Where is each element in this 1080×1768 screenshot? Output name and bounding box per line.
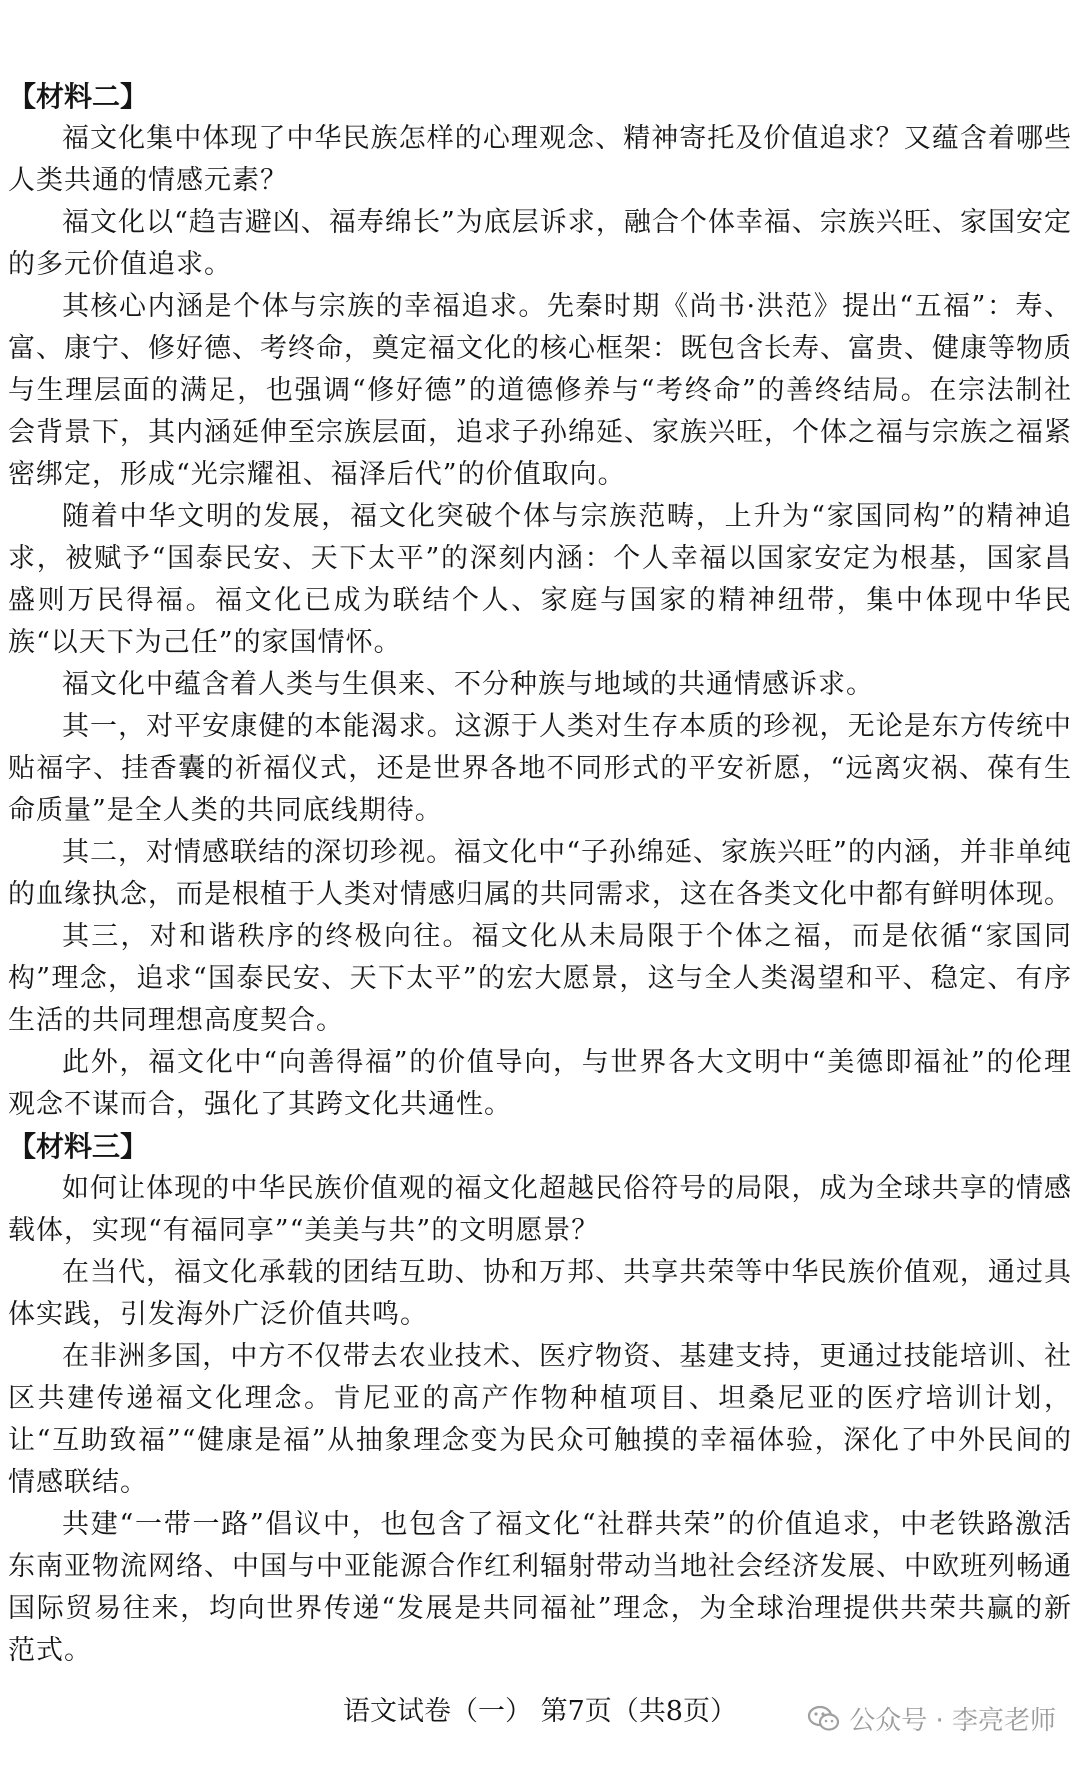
section-heading: 【材料三】 [8,1130,149,1163]
paragraph: 福文化以“趋吉避凶、福寿绵长”为底层诉求，融合个体幸福、宗族兴旺、家国安定的多元价值追求。 [8,207,1072,280]
paragraph: 如何让体现的中华民族价值观的福文化超越民俗符号的局限，成为全球共享的情感载体，实现“有福同享”“美美与共”的文明愿景？ [8,1173,1072,1246]
paragraph: 福文化集中体现了中华民族怎样的心理观念、精神寄托及价值追求？又蕴含着哪些人类共通的情感元素？ [8,123,1072,196]
watermark-text: 公众号 · 李亮老师 [849,1706,1056,1736]
section-heading: 【材料二】 [8,80,149,113]
paragraph: 福文化中蕴含着人类与生俱来、不分种族与地域的共通情感诉求。 [62,669,874,700]
watermark [807,1700,1056,1737]
paragraph: 其二，对情感联结的深切珍视。福文化中“子孙绵延、家族兴旺”的内涵，并非单纯的血缘执念，而是根植于人类对情感归属的共同需求，这在各类文化中都有鲜明体现。 [8,837,1072,910]
paragraph: 其核心内涵是个体与宗族的幸福追求。先秦时期《尚书·洪范》提出“五福”：寿、富、康宁、修好德、考终命，奠定福文化的核心框架：既包含长寿、富贵、健康等物质与生理层面的满足，也强调“修好德”的道德修养与“考终命”的善终结局。在宗法制社会背景下，其内涵延伸至宗族层面，追求子孙绵延、家族兴旺，个体之福与宗族之福紧密绑定，形成“光宗耀祖、福泽后代”的价值取向。 [8,291,1072,490]
paragraph: 在非洲多国，中方不仅带去农业技术、医疗物资、基建支持，更通过技能培训、社区共建传递福文化理念。肯尼亚的高产作物种植项目、坦桑尼亚的医疗培训计划，让“互助致福”“健康是福”从抽象理念变为民众可触摸的幸福体验，深化了中外民间的情感联结。 [8,1341,1072,1498]
paragraph: 共建“一带一路”倡议中，也包含了福文化“社群共荣”的价值追求，中老铁路激活东南亚物流网络、中国与中亚能源合作红利辐射带动当地社会经济发展、中欧班列畅通国际贸易往来，均向世界传递“发展是共同福祉”理念，为全球治理提供共荣共赢的新范式。 [8,1509,1072,1666]
paragraph: 其三，对和谐秩序的终极向往。福文化从未局限于个体之福，而是依循“家国同构”理念，追求“国泰民安、天下太平”的宏大愿景，这与全人类渴望和平、稳定、有序生活的共同理想高度契合。 [8,921,1072,1036]
paragraph: 此外，福文化中“向善得福”的价值导向，与世界各大文明中“美德即福祉”的伦理观念不谋而合，强化了其跨文化共通性。 [8,1047,1072,1120]
page-content [8,76,1072,1672]
wechat-icon [807,1704,841,1734]
paragraph: 其一，对平安康健的本能渴求。这源于人类对生存本质的珍视，无论是东方传统中贴福字、挂香囊的祈福仪式，还是世界各地不同形式的平安祈愿，“远离灾祸、葆有生命质量”是全人类的共同底线期待。 [8,711,1072,826]
paragraph: 在当代，福文化承载的团结互助、协和万邦、共享共荣等中华民族价值观，通过具体实践，引发海外广泛价值共鸣。 [8,1257,1072,1330]
paragraph: 随着中华文明的发展，福文化突破个体与宗族范畴，上升为“家国同构”的精神追求，被赋予“国泰民安、天下太平”的深刻内涵：个人幸福以国家安定为根基，国家昌盛则万民得福。福文化已成为联结个人、家庭与国家的精神纽带，集中体现中华民族“以天下为己任”的家国情怀。 [8,501,1072,658]
page-footer: 语文试卷（一） 第7页（共8页） [343,1696,737,1727]
